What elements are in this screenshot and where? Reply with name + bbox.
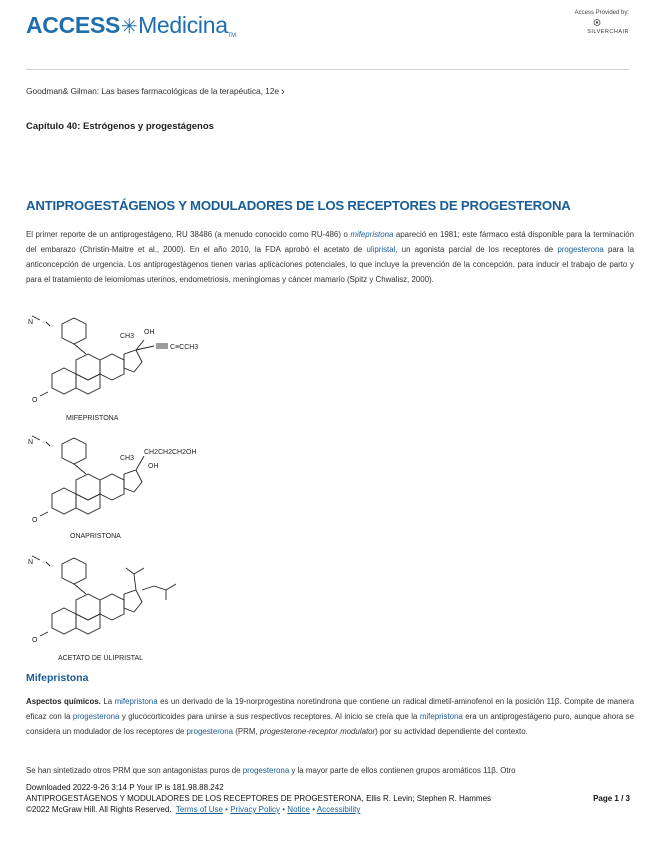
n-methyl-label-3: N [28, 559, 34, 566]
onapristona-oh-label: OH [148, 463, 159, 470]
header-divider [26, 69, 629, 70]
provider-logo-icon [555, 18, 615, 38]
onapristona-ch3-label: CH3 [120, 455, 135, 462]
breadcrumb-book-link[interactable]: Goodman& Gilman: Las bases farmacológicas de la terapéutica, 12e [26, 86, 279, 96]
ulipristal-name: ACETATO DE ULIPRISTAL [58, 655, 144, 662]
footer-citation: ANTIPROGESTÁGENOS Y MODULADORES DE LOS RECEPTORES DE PROGESTERONA, Ellis R. Levin; Stephen R. Hammes [26, 794, 492, 803]
footer-separator: • [225, 805, 228, 814]
carbonyl-o-label-2: O [32, 517, 38, 524]
carbonyl-o-label-3: O [32, 637, 38, 644]
breadcrumb[interactable] [26, 86, 285, 98]
chapter-title: Capítulo 40: Estrógenos y progestágenos [26, 121, 214, 132]
privacy-policy-link[interactable]: Privacy Policy [230, 805, 281, 814]
mifepristona-name: MIFEPRISTONA [66, 415, 119, 422]
other-prm-paragraph: Se han sintetizado otros PRM que son antagonistas puros de progesterona y la mayor parte de ellos contienen grupos aromáticos 11β. Otro [26, 766, 516, 775]
chemistry-paragraph: Aspectos químicos. La mifepristona es un derivado de la 19-norprogestina noretindrona que contiene un radical dimetil-aminofenol en la posición 11β. Compite de manera eficaz con la progesterona y glucocorticoides para unirse a sus respectivos receptores. Al inicio se creía que la mifepristona era un antiprogestágeno puro, aunque ahora se considera un modulador de los receptores de progesterona (PRM, progesterone-receptor modulator) por su actividad dependiente del contexto. [26, 697, 635, 736]
page-footer [26, 782, 630, 815]
drug-link-mifepristona-2[interactable]: mifepristona [114, 697, 158, 706]
onapristona-name: ONAPRISTONA [70, 533, 121, 540]
footer-citation-line [26, 793, 630, 804]
drug-link-progesterona-3[interactable]: progesterona [186, 727, 234, 736]
logo-tm: TM [227, 33, 236, 39]
provider-name: SILVERCHAIR [587, 29, 629, 35]
page-indicator: Page 1 / 3 [593, 794, 630, 803]
structure-mifepristona [32, 316, 168, 396]
mifepristona-ch3-label: CH3 [120, 333, 135, 340]
chevron-right-icon: › [281, 86, 285, 98]
accessibility-link[interactable]: Accessibility [316, 805, 361, 814]
drug-link-mifepristona-3[interactable]: mifepristona [419, 712, 463, 721]
footer-download-line: Downloaded 2022-9-26 3:14 P Your IP is 181.98.88.242 [26, 783, 224, 792]
footer-separator: • [312, 805, 316, 814]
chemical-structures-figure [26, 310, 246, 665]
chemistry-label: Aspectos químicos. [26, 697, 101, 706]
drug-link-progesterona-4[interactable]: progesterona [242, 766, 290, 775]
mifepristona-oh-label: OH [144, 329, 155, 336]
structure-onapristona [32, 436, 144, 516]
terms-of-use-link[interactable]: Terms of Use [175, 805, 223, 814]
drug-link-progesterona[interactable]: progesterona [557, 245, 604, 254]
onapristona-chain-label: CH2CH2CH2OH [144, 449, 197, 456]
drug-link-ulipristal[interactable]: ulipristal [366, 245, 396, 254]
carbonyl-o-label-1: O [32, 397, 38, 404]
access-provided-by-label: Access Provided by: [574, 10, 629, 16]
logo-star-icon: ✳ [120, 16, 138, 38]
structure-ulipristal [32, 556, 176, 636]
drug-link-mifepristona[interactable]: mifepristona [350, 230, 394, 239]
section-title: ANTIPROGESTÁGENOS Y MODULADORES DE LOS RECEPTORES DE PROGESTERONA [26, 198, 571, 213]
logo-medicina-text: Medicina [138, 12, 228, 38]
subsection-title: Mifepristona [26, 672, 89, 684]
footer-separator: • [282, 805, 286, 814]
n-methyl-label-1: N [28, 319, 34, 326]
mifepristona-chain-label: C≡CCH3 [170, 344, 199, 351]
notice-link[interactable]: Notice [287, 805, 310, 814]
footer-links-line [26, 804, 630, 815]
access-medicina-logo[interactable] [26, 12, 236, 39]
footer-copyright: ©2022 McGraw Hill. All Rights Reserved. [26, 805, 172, 814]
n-methyl-label-2: N [28, 439, 34, 446]
intro-paragraph: El primer reporte de un antiprogestágeno, RU 38486 (a menudo conocido como RU-486) o mifepristona apareció en 1981; este fármaco está disponible para la terminación del embarazo (Christin-Maitre et al., 2000). En el año 2010, la FDA aprobó el acetato de ulipristal, un agonista parcial de los receptores de progesterona para la anticoncepción de urgencia. Los antiprogestágenos tienen varias aplicaciones potenciales, lo que incluye la prevención de la concepción, para inducir el trabajo de parto y para el tratamiento de leiomiomas uterinos, endometriosis, meningiomas y cáncer mamario (Spitz y Chwalisz, 2000). [26, 230, 634, 284]
logo-access-text: ACCESS [26, 12, 121, 38]
drug-link-progesterona-2[interactable]: progesterona [72, 712, 120, 721]
